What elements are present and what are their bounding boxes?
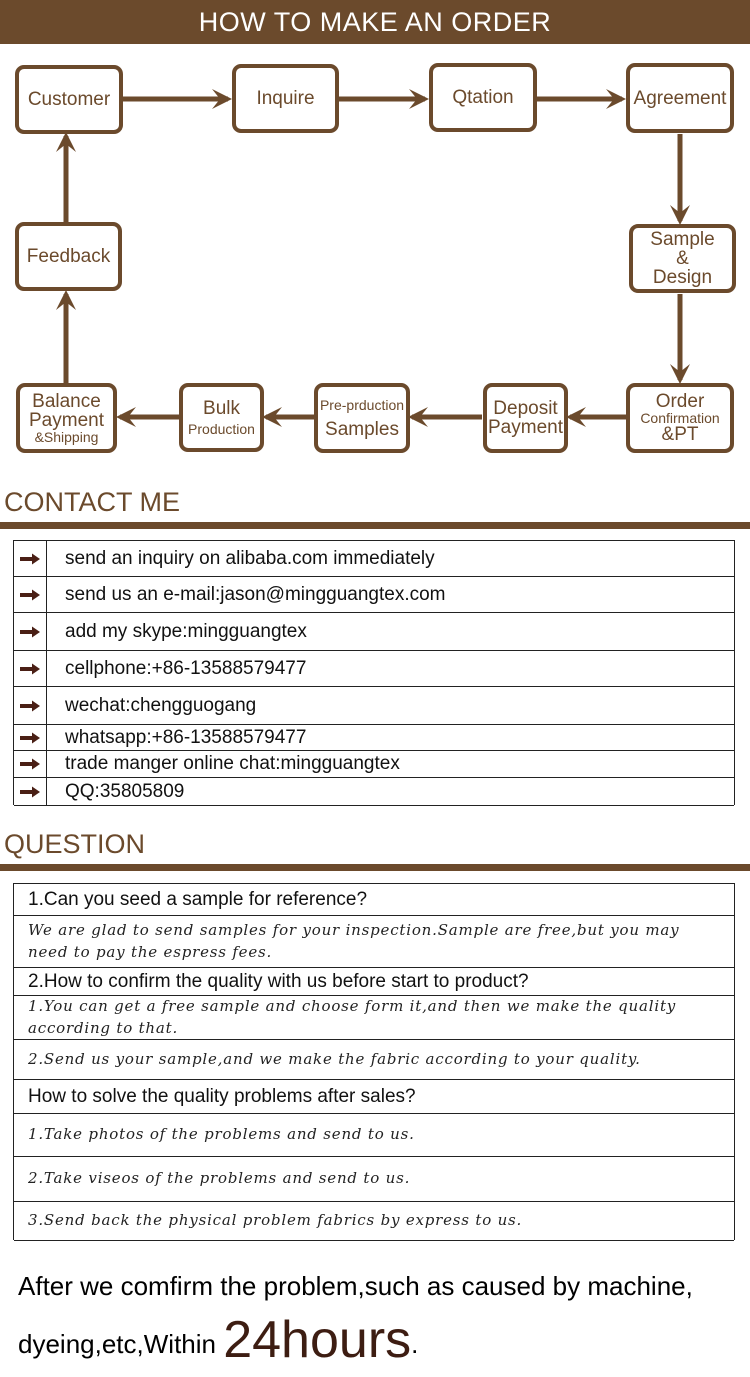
step-bulk-production: Bulk Production [179,383,264,452]
contact-item-alibaba[interactable]: send an inquiry on alibaba.com immediately [65,547,435,569]
contact-table [13,540,735,805]
faq-question-row [14,1080,734,1114]
step-inquire: Inquire [232,64,339,133]
contact-row [14,577,734,613]
step-feedback: Feedback [15,222,122,291]
faq-answer-3-1: 1.Take photos of the problems and send to us. [28,1125,415,1144]
step-sample-design: Sample & Design [629,224,736,293]
contact-item-wechat[interactable]: wechat:chengguogang [65,694,257,716]
faq-table [13,883,735,1240]
arrow-right-icon [19,700,41,712]
closing-line-2: dyeing,etc,Within 24hours. [18,1311,419,1370]
question-title: QUESTION [4,829,146,859]
faq-answer-3-2: 2.Take viseos of the problems and send to us. [28,1169,411,1188]
arrow-right-icon [19,732,41,744]
step-preproduction-samples: Pre-prduction Samples [314,383,410,453]
step-order-confirmation: Order Confirmation &PT [626,383,734,453]
step-deposit-payment: Deposit Payment [483,383,568,453]
contact-row [14,778,734,806]
faq-answer-row [14,996,734,1040]
arrow-right-icon [19,758,41,770]
contact-title: CONTACT ME [4,487,181,517]
faq-question-3: How to solve the quality problems after sales? [28,1085,416,1107]
contact-item-cellphone[interactable]: cellphone:+86-13588579477 [65,657,307,679]
faq-answer-1: We are glad to send samples for your inspection.Sample are free,but you may need to pay the espress fees. [28,920,680,961]
order-process-flow [0,44,750,464]
step-customer: Customer [15,65,123,134]
closing-statement [18,1268,693,1377]
contact-item-skype[interactable]: add my skype:mingguangtex [65,620,307,642]
faq-answer-row [14,1040,734,1080]
closing-line-1: After we comfirm the problem,such as caused by machine, [18,1271,693,1301]
step-agreement: Agreement [626,63,734,133]
faq-answer-row [14,1157,734,1202]
arrow-right-icon [19,626,41,638]
arrow-right-icon [19,786,41,798]
contact-row [14,651,734,687]
page-banner: HOW TO MAKE AN ORDER [0,0,750,44]
contact-row [14,541,734,577]
contact-item-trade-manager[interactable]: trade manger online chat:mingguangtex [65,753,400,774]
contact-item-whatsapp[interactable]: whatsapp:+86-13588579477 [65,726,307,748]
contact-item-qq[interactable]: QQ:35805809 [65,780,185,802]
arrow-right-icon [19,663,41,675]
faq-answer-row [14,1114,734,1157]
faq-answer-row [14,1202,734,1241]
faq-answer-2-1: 1.You can get a free sample and choose form it,and then we make the quality according to that. [28,996,677,1037]
faq-question-row [14,884,734,916]
contact-row [14,751,734,778]
arrow-right-icon [19,553,41,565]
question-divider [0,864,750,871]
contact-row [14,687,734,725]
contact-item-email[interactable]: send us an e-mail:jason@mingguangtex.com [65,583,446,605]
response-time-highlight: 24hours [223,1311,412,1370]
arrow-right-icon [19,589,41,601]
contact-row [14,613,734,651]
contact-divider [0,522,750,529]
faq-question-1: 1.Can you seed a sample for reference? [28,888,368,910]
faq-answer-row [14,916,734,968]
step-quotation: Qtation [429,63,537,132]
faq-answer-3-3: 3.Send back the physical problem fabrics by express to us. [28,1211,523,1230]
faq-answer-2-2: 2.Send us your sample,and we make the fabric according to your quality. [28,1049,641,1068]
faq-question-row [14,968,734,996]
step-balance-payment-shipping: Balance Payment &Shipping [16,383,117,453]
contact-row [14,725,734,751]
faq-question-2: 2.How to confirm the quality with us before start to product? [28,970,529,992]
